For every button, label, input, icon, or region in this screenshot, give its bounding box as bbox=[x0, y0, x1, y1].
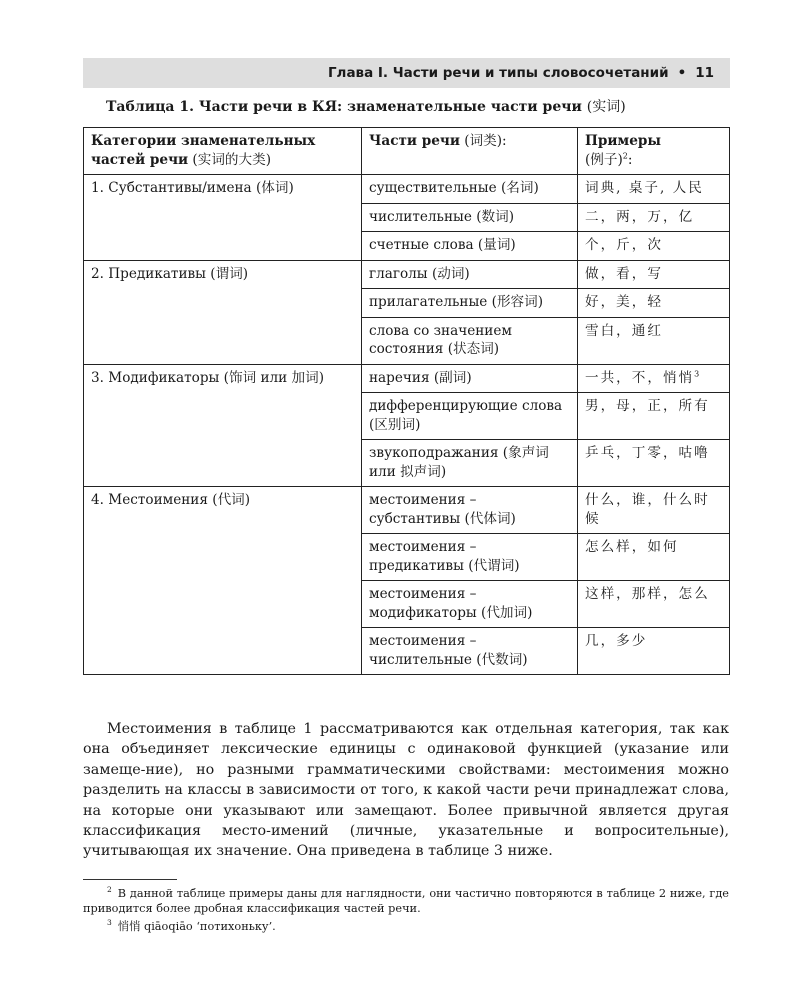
running-head bbox=[83, 58, 730, 88]
page-number: 11 bbox=[695, 65, 714, 81]
footnote-3 bbox=[83, 919, 729, 934]
pos-cell: глаголы (动词) bbox=[362, 260, 578, 289]
footnote-ref-3: 3 bbox=[694, 368, 702, 378]
examples-cell: 做，看，写 bbox=[578, 260, 730, 289]
pos-cell: местоимения – субстантивы (代体词) bbox=[362, 487, 578, 534]
examples-cell: 男，母，正，所有 bbox=[578, 393, 730, 440]
category-cell: 1. Субстантивы/имена (体词) bbox=[84, 175, 362, 261]
footnote-text: 悄悄 qiāoqiāo ‘потихоньку’. bbox=[117, 920, 276, 933]
table-title-label: Таблица 1. Части речи в КЯ: знаменательные части речи bbox=[106, 99, 582, 115]
pos-cell: дифференцирующие слова (区别词) bbox=[362, 393, 578, 440]
examples-cell: 几，多少 bbox=[578, 628, 730, 675]
pos-cell: наречия (副词) bbox=[362, 364, 578, 393]
examples-cell: 雪白，通红 bbox=[578, 317, 730, 364]
category-cell: 4. Местоимения (代词) bbox=[84, 487, 362, 675]
pos-cell: числительные (数词) bbox=[362, 203, 578, 232]
table-row bbox=[84, 487, 730, 534]
examples-cell: 怎么样，如何 bbox=[578, 534, 730, 581]
examples-cell: 一共，不，悄悄$^3$ bbox=[578, 364, 730, 393]
pos-cell: местоимения – модификаторы (代加词) bbox=[362, 581, 578, 628]
footnote-2 bbox=[83, 886, 729, 916]
body-paragraph: Местоимения в таблице 1 рассматриваются как отдельная категория, так как она объединяет лексические единицы с одинаковой функцией (указание или замеще-ние), но разными грамматическими свойствами: местоимения можно разделить на классы в зависимости от того, к какой части речи принадлежат слова, на которые они указывают или замещают. Более привычной является другая классификация место-имений (личные, указательные и вопросительные), учитывающая их значение. Она приведена в таблице 3 ниже. bbox=[83, 721, 729, 860]
pos-cell: местоимения – числительные (代数词) bbox=[362, 628, 578, 675]
category-cell: 3. Модификаторы (饰词 или 加词) bbox=[84, 364, 362, 487]
pos-cell: слова со значением состояния (状态词) bbox=[362, 317, 578, 364]
category-cell: 2. Предикативы (谓词) bbox=[84, 260, 362, 364]
examples-cell: 词典, 桌子, 人民 bbox=[578, 175, 730, 204]
header-parts-of-speech: Части речи (词类): bbox=[362, 128, 578, 175]
parts-of-speech-table bbox=[83, 127, 730, 675]
pos-cell: счетные слова (量词) bbox=[362, 232, 578, 261]
table-title bbox=[106, 96, 726, 116]
pos-cell: прилагательные (形容词) bbox=[362, 289, 578, 318]
separator-bullet: • bbox=[677, 65, 687, 81]
examples-cell: 什么，谁，什么时候 bbox=[578, 487, 730, 534]
table-row bbox=[84, 175, 730, 204]
examples-cell: 乒乓，丁零，咕噜 bbox=[578, 440, 730, 487]
pos-cell: местоимения – предикативы (代谓词) bbox=[362, 534, 578, 581]
footnote-text: В данной таблице примеры даны для наглядности, они частично повторяются в таблице 2 ниже, где приводится более дробная классификация частей речи. bbox=[83, 887, 729, 915]
header-examples: Примеры (例子)$^2$: bbox=[578, 128, 730, 175]
table-header-row bbox=[84, 128, 730, 175]
footnote-mark: 2 bbox=[107, 885, 112, 895]
table-row bbox=[84, 364, 730, 393]
pos-cell: существительные (名词) bbox=[362, 175, 578, 204]
examples-cell: 个，斤，次 bbox=[578, 232, 730, 261]
footnote-mark: 3 bbox=[107, 918, 112, 928]
chapter-title: Глава I. Части речи и типы словосочетаний bbox=[327, 65, 669, 81]
pos-cell: звукоподражания (象声词 или 拟声词) bbox=[362, 440, 578, 487]
examples-cell: 这样，那样，怎么 bbox=[578, 581, 730, 628]
examples-cell: 二，两，万，亿 bbox=[578, 203, 730, 232]
header-categories: Категории знаменательных частей речи (实词的大类) bbox=[84, 128, 362, 175]
table-title-chinese: (实词) bbox=[586, 99, 626, 115]
table-row bbox=[84, 260, 730, 289]
footnote-divider bbox=[83, 879, 177, 880]
examples-cell: 好，美，轻 bbox=[578, 289, 730, 318]
